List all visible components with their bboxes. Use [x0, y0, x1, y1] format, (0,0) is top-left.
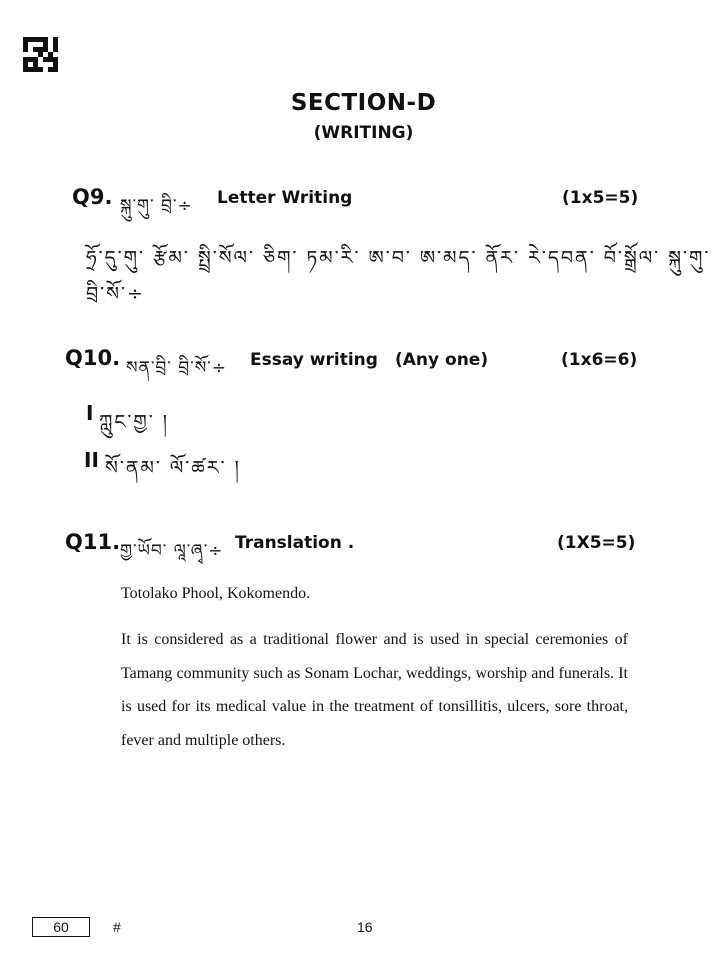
- page-number: 16: [357, 919, 373, 935]
- question-11-tibetan-label: གྱ་ཡོབ་ ལཱ་ཞྭ་÷: [120, 541, 224, 561]
- question-10-label: Essay writing: [250, 350, 378, 370]
- option-1-numeral: I: [86, 401, 94, 425]
- footer-hash: #: [113, 919, 121, 935]
- question-11-marks: (1X5=5): [557, 533, 636, 553]
- option-2-numeral: II: [84, 448, 99, 472]
- question-9-label: Letter Writing: [217, 188, 353, 208]
- passage-title: Totolako Phool, Kokomendo.: [121, 585, 311, 602]
- question-9-marks: (1x5=5): [562, 188, 639, 208]
- question-10-extra: (Any one): [395, 350, 489, 370]
- passage-body: It is considered as a traditional flower and is used in special ceremonies of Tamang community such as Sonam Lochar, weddings, worship and funerals. It is used for its medical value in the treatment of tonsillitis, ulcers, sore throat, fever and multiple others.: [121, 631, 628, 749]
- option-2-text: སོ་ནམ་ ལོ་ཚར་ །: [105, 457, 241, 479]
- question-9-instruction-line2: བྲི་སོ་÷: [86, 283, 145, 305]
- question-9-tibetan-label: སྐུ་གུ་ བྲི་÷: [120, 196, 193, 216]
- question-10-number: Q10.: [65, 346, 121, 370]
- question-10-tibetan-label: སན་བྲི་ བྲི་སོ་÷: [126, 358, 228, 378]
- question-11-number: Q11.: [65, 530, 121, 554]
- section-subtitle: (WRITING): [313, 123, 414, 143]
- qr-code: [23, 37, 58, 72]
- footer-code: 60: [32, 917, 90, 937]
- section-title: SECTION-D: [290, 90, 437, 116]
- option-1-text: ཀླུང་གྱ་ །: [99, 411, 169, 433]
- question-11-label: Translation .: [235, 533, 355, 553]
- question-10-marks: (1x6=6): [561, 350, 638, 370]
- question-9-number: Q9.: [72, 185, 113, 209]
- question-9-instruction-line1: ཧྲོ་དུ་གུ་ རྩོམ་ སྤྲི་སོལ་ ཅིག་ ཏམ་རི་ ཨ་བ་ ཨ་མད་ ནོར་ རེ་དབན་ བོ་སྒྲོལ་ སྐུ་གུ་: [86, 247, 711, 269]
